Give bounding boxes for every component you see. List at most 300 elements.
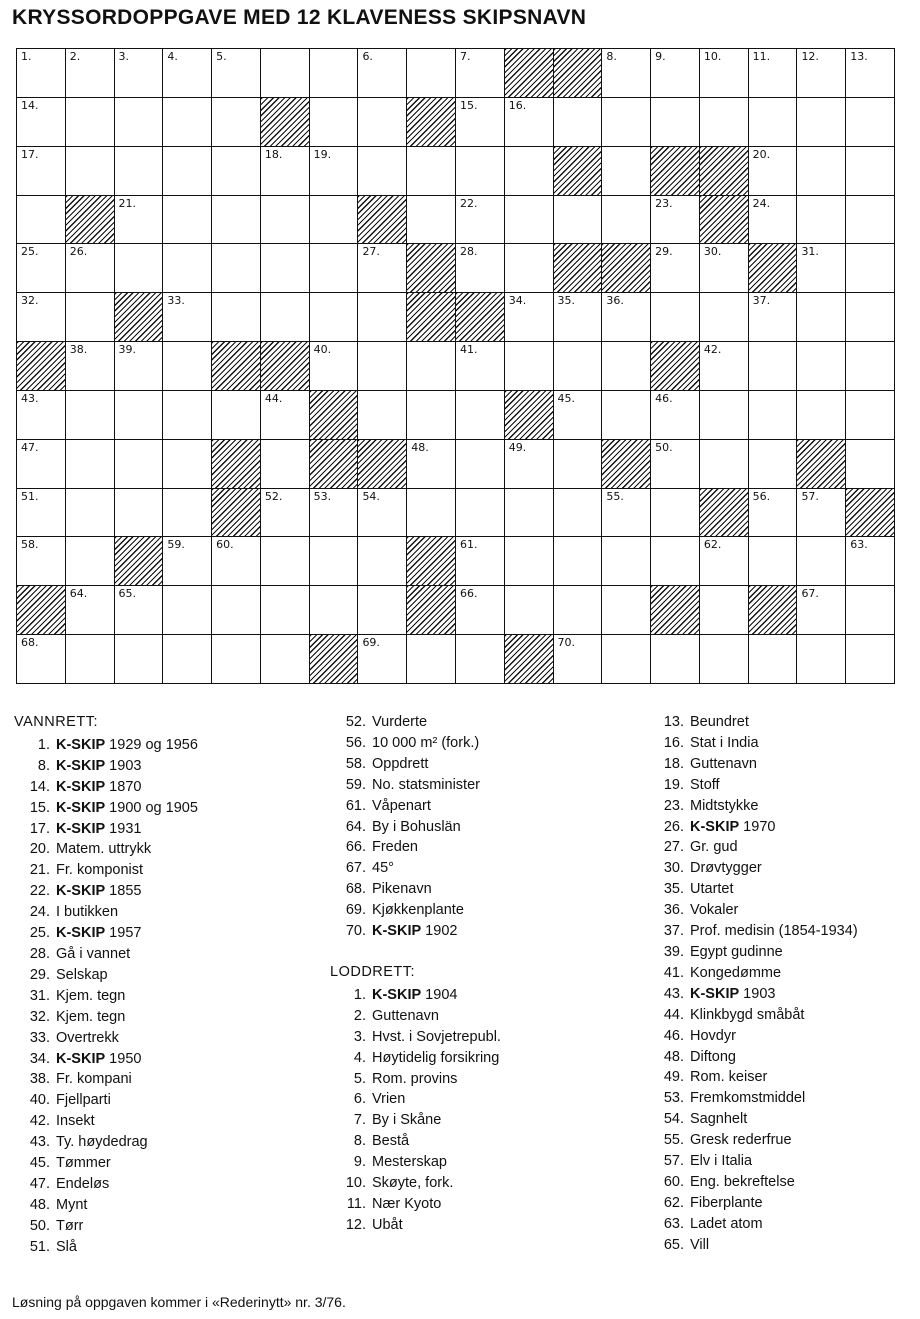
clue-text: Prof. medisin (1854-1934)	[690, 923, 858, 940]
clue-ship-tag: K-SKIP	[56, 1050, 106, 1067]
clue-text: Vokaler	[690, 902, 739, 919]
clue-number: 1.	[37, 736, 50, 753]
vannrett-heading: VANNRETT:	[14, 714, 98, 730]
grid-cell	[357, 48, 407, 98]
clue-ship-tag: K-SKIP	[56, 757, 106, 774]
clue-text: By i Bohuslän	[372, 818, 461, 835]
black-square	[748, 585, 798, 635]
cell-number: 60.	[216, 538, 234, 552]
clue	[330, 1152, 501, 1173]
clue-number: 49.	[663, 1069, 684, 1086]
clue-number: 7.	[353, 1112, 366, 1129]
grid-cell	[748, 97, 798, 147]
clue	[14, 881, 198, 902]
clue	[330, 1006, 501, 1027]
grid-cell	[796, 341, 846, 391]
grid-cell	[601, 97, 651, 147]
cell-number: 17.	[21, 147, 39, 161]
clue-text: Ty. høydedrag	[56, 1134, 148, 1151]
clue-ship-tag: K-SKIP	[56, 820, 106, 837]
clue	[14, 1237, 198, 1258]
clue	[648, 1193, 858, 1214]
grid-cell	[65, 341, 115, 391]
grid-cell	[650, 48, 700, 98]
cell-number: 35.	[557, 294, 576, 308]
clue	[648, 754, 858, 775]
clue-number: 54.	[663, 1111, 684, 1128]
grid-cell	[796, 292, 846, 342]
clue	[330, 712, 501, 733]
clue-text: Insekt	[56, 1113, 95, 1130]
grid-cell	[748, 195, 798, 245]
cell-number: 33.	[167, 294, 185, 308]
clue-number: 60.	[663, 1173, 684, 1190]
grid-cell	[504, 341, 554, 391]
cell-number: 50.	[655, 440, 673, 454]
grid-cell	[601, 390, 651, 440]
clue-number: 58.	[345, 755, 366, 772]
grid-cell	[601, 146, 651, 196]
clue-number: 48.	[29, 1196, 50, 1213]
clue-text: Rom. provins	[372, 1070, 458, 1087]
clue-text: Fjellparti	[56, 1092, 111, 1109]
clue-text: 10 000 m² (fork.)	[372, 734, 480, 751]
clue-number: 70.	[345, 923, 366, 940]
clue	[648, 1130, 858, 1151]
clue-ship-tag: K-SKIP	[372, 923, 422, 940]
clue-text: Hvst. i Sovjetrepubl.	[372, 1028, 501, 1045]
black-square	[699, 488, 749, 538]
clue-number: 2.	[353, 1007, 366, 1024]
black-square	[309, 439, 359, 489]
clue-number: 1.	[353, 986, 366, 1003]
grid-cell	[357, 585, 407, 635]
grid-cell	[699, 341, 749, 391]
clue-number: 46.	[663, 1027, 684, 1044]
black-square	[406, 97, 456, 147]
clue	[330, 1048, 501, 1069]
cell-number: 30.	[703, 245, 722, 259]
grid-cell	[406, 439, 456, 489]
grid-cell	[357, 634, 407, 684]
grid-cell	[16, 97, 66, 147]
cell-number: 10.	[703, 50, 722, 63]
cell-number: 66.	[460, 587, 478, 601]
grid-cell	[65, 439, 115, 489]
black-square	[845, 488, 895, 538]
grid-cell	[650, 536, 700, 586]
cell-number: 5.	[216, 50, 227, 63]
clue-text: Fiberplante	[690, 1194, 763, 1211]
clue-text: Fr. kompani	[56, 1071, 132, 1088]
clue-text: Ladet atom	[690, 1215, 763, 1232]
cell-number: 26.	[69, 245, 88, 259]
clue-number: 14.	[29, 778, 50, 795]
clue	[14, 839, 198, 860]
grid-cell	[504, 488, 554, 538]
grid-cell	[357, 146, 407, 196]
grid-cell	[357, 488, 407, 538]
clue-number: 11.	[346, 1195, 366, 1212]
clue-text: Elv i Italia	[690, 1153, 753, 1170]
black-square	[260, 97, 310, 147]
grid-cell	[553, 195, 603, 245]
grid-cell	[455, 243, 505, 293]
clue-ship-tag: K-SKIP	[56, 778, 106, 795]
clue-ship-tag: K-SKIP	[56, 799, 106, 816]
clue	[330, 1173, 501, 1194]
clue	[14, 777, 198, 798]
cell-number: 57.	[801, 489, 819, 503]
grid-cell	[114, 439, 164, 489]
grid-cell	[114, 585, 164, 635]
black-square	[211, 488, 261, 538]
black-square	[504, 390, 554, 440]
grid-cell	[260, 536, 310, 586]
grid-cell	[65, 48, 115, 98]
grid-cell	[455, 146, 505, 196]
clue-number: 8.	[37, 757, 50, 774]
grid-cell	[553, 390, 603, 440]
black-square	[455, 292, 505, 342]
grid-cell	[504, 97, 554, 147]
clue-number: 68.	[345, 881, 366, 898]
clue-ship-tag: K-SKIP	[56, 883, 106, 900]
clue-text: No. statsminister	[372, 776, 480, 793]
clue-text: Overtrekk	[56, 1029, 119, 1046]
cell-number: 46.	[655, 391, 673, 405]
clue-number: 47.	[29, 1175, 50, 1192]
clue-number: 26.	[663, 818, 684, 835]
grid-cell	[845, 292, 895, 342]
clue-ship-tag: K-SKIP	[690, 818, 740, 835]
clue-number: 37.	[663, 923, 684, 940]
grid-cell	[114, 488, 164, 538]
grid-cell	[65, 585, 115, 635]
clue-number: 16.	[663, 734, 684, 751]
grid-cell	[16, 195, 66, 245]
clue	[330, 754, 501, 775]
grid-cell	[650, 634, 700, 684]
clue-text: Klinkbygd småbåt	[690, 1006, 805, 1023]
cell-number: 68.	[21, 636, 39, 650]
grid-cell	[845, 48, 895, 98]
grid-cell	[845, 195, 895, 245]
grid-cell	[309, 292, 359, 342]
grid-cell	[260, 585, 310, 635]
grid-cell	[796, 488, 846, 538]
clue	[14, 1132, 198, 1153]
clue-ship-tag: K-SKIP	[690, 985, 740, 1002]
clue	[14, 1174, 198, 1195]
crossword-grid	[16, 48, 894, 683]
black-square	[796, 439, 846, 489]
clue-text: Fremkomstmiddel	[690, 1090, 806, 1107]
cell-number: 18.	[264, 147, 283, 161]
grid-cell	[114, 243, 164, 293]
clue	[648, 712, 858, 733]
clue-text: Beundret	[690, 714, 749, 730]
clue	[648, 984, 858, 1005]
grid-cell	[162, 585, 212, 635]
grid-cell	[357, 243, 407, 293]
clue-number: 51.	[29, 1238, 50, 1255]
clue-number: 18.	[663, 755, 684, 772]
cell-number: 38.	[69, 343, 88, 357]
clue	[14, 1049, 198, 1070]
clue	[14, 1069, 198, 1090]
cell-number: 24.	[752, 196, 771, 210]
grid-cell	[601, 634, 651, 684]
vannrett-list	[14, 735, 198, 1258]
grid-cell	[699, 634, 749, 684]
cell-number: 7.	[460, 50, 471, 63]
clue	[330, 985, 501, 1006]
grid-cell	[796, 243, 846, 293]
grid-cell	[845, 439, 895, 489]
clue-text: Freden	[372, 839, 418, 856]
clue-number: 44.	[663, 1006, 684, 1023]
clue	[14, 965, 198, 986]
cell-number: 59.	[167, 538, 185, 552]
clue-number: 10.	[345, 1175, 366, 1192]
clue-text: Midtstykke	[690, 797, 759, 814]
cell-number: 70.	[557, 636, 576, 650]
grid-cell	[211, 195, 261, 245]
grid-cell	[845, 243, 895, 293]
grid-cell	[114, 195, 164, 245]
grid-cell	[748, 146, 798, 196]
cell-number: 64.	[69, 587, 88, 601]
black-square	[553, 48, 603, 98]
grid-cell	[309, 585, 359, 635]
cell-number: 29.	[655, 245, 673, 259]
grid-cell	[699, 97, 749, 147]
grid-cell	[16, 536, 66, 586]
black-square	[650, 341, 700, 391]
grid-cell	[309, 97, 359, 147]
grid-cell	[796, 390, 846, 440]
cell-number: 2.	[69, 50, 81, 63]
cell-number: 61.	[460, 538, 478, 552]
grid-cell	[601, 195, 651, 245]
cell-number: 48.	[411, 440, 429, 454]
cell-number: 21.	[118, 196, 137, 210]
grid-cell	[260, 195, 310, 245]
grid-cell	[650, 292, 700, 342]
black-square	[699, 146, 749, 196]
clue-number: 59.	[345, 776, 366, 793]
clue-text: Guttenavn	[372, 1007, 439, 1024]
grid-cell	[162, 292, 212, 342]
clue	[648, 942, 858, 963]
black-square	[553, 146, 603, 196]
clue-text: 1957	[105, 925, 142, 942]
clue-text: I butikken	[56, 904, 119, 921]
clue	[14, 902, 198, 923]
grid-cell	[211, 585, 261, 635]
cell-number: 49.	[508, 440, 527, 454]
clue	[648, 1005, 858, 1026]
grid-cell	[845, 390, 895, 440]
clue	[648, 1088, 858, 1109]
cell-number: 6.	[362, 50, 373, 63]
clue-text: 1970	[739, 818, 776, 835]
clue	[14, 923, 198, 944]
clue-text: Mynt	[56, 1196, 88, 1213]
clue	[14, 944, 198, 965]
clue-text: Kjøkkenplante	[372, 902, 464, 919]
clue-number: 43.	[663, 985, 684, 1002]
clue	[14, 819, 198, 840]
clue-text: Egypt gudinne	[690, 943, 783, 960]
grid-cell	[162, 439, 212, 489]
cell-number: 65.	[118, 587, 137, 601]
grid-cell	[211, 243, 261, 293]
grid-cell	[650, 195, 700, 245]
grid-cell	[845, 634, 895, 684]
clue-text: Gresk rederfrue	[690, 1132, 792, 1149]
grid-cell	[796, 48, 846, 98]
clue-number: 5.	[353, 1070, 366, 1087]
grid-cell	[455, 488, 505, 538]
clue	[330, 1110, 501, 1131]
cell-number: 51.	[21, 489, 39, 503]
clue-number: 45.	[29, 1155, 50, 1172]
clue	[648, 1047, 858, 1068]
clue-number: 13.	[663, 714, 684, 730]
cell-number: 25.	[21, 245, 39, 259]
cell-number: 42.	[703, 343, 722, 357]
clue-text: Stoff	[690, 776, 720, 793]
grid-cell	[504, 292, 554, 342]
clue-number: 27.	[663, 839, 684, 856]
cell-number: 15.	[460, 98, 478, 112]
grid-cell	[748, 341, 798, 391]
clue-number: 31.	[29, 987, 50, 1004]
black-square	[260, 341, 310, 391]
black-square	[650, 146, 700, 196]
clue-text: Utartet	[690, 881, 734, 898]
grid-cell	[260, 48, 310, 98]
black-square	[211, 341, 261, 391]
grid-cell	[260, 634, 310, 684]
clue-number: 56.	[345, 734, 366, 751]
clue-number: 36.	[663, 902, 684, 919]
clue	[14, 986, 198, 1007]
grid-cell	[748, 48, 798, 98]
clue	[648, 1214, 858, 1235]
grid-cell	[309, 195, 359, 245]
clue-text: Gå i vannet	[56, 945, 131, 962]
grid-cell	[455, 439, 505, 489]
clue-number: 25.	[29, 925, 50, 942]
clue-text: Bestå	[372, 1133, 410, 1150]
clue-ship-tag: K-SKIP	[56, 736, 106, 753]
clue-text: Kjem. tegn	[56, 1008, 126, 1025]
cell-number: 14.	[21, 98, 39, 112]
clue-text: Guttenavn	[690, 755, 757, 772]
clue	[14, 756, 198, 777]
cell-number: 37.	[752, 294, 771, 308]
grid-cell	[504, 146, 554, 196]
clue-number: 9.	[353, 1154, 366, 1171]
cell-number: 12.	[801, 50, 819, 63]
grid-cell	[455, 634, 505, 684]
clue-number: 50.	[29, 1217, 50, 1234]
clue	[330, 1069, 501, 1090]
clue	[648, 963, 858, 984]
grid-cell	[162, 634, 212, 684]
clue-text: 1870	[105, 778, 142, 795]
grid-cell	[504, 243, 554, 293]
cell-number: 28.	[460, 245, 478, 259]
black-square	[309, 634, 359, 684]
grid-cell	[455, 390, 505, 440]
clue	[648, 1235, 858, 1256]
clue	[648, 1109, 858, 1130]
clue	[14, 1195, 198, 1216]
grid-cell	[162, 341, 212, 391]
cell-number: 39.	[118, 343, 137, 357]
grid-cell	[699, 48, 749, 98]
grid-cell	[796, 97, 846, 147]
clue-text: 1900 og 1905	[105, 799, 198, 816]
grid-cell	[114, 634, 164, 684]
clue-text: Skøyte, fork.	[372, 1175, 454, 1192]
clue-text: 1903	[105, 757, 142, 774]
grid-cell	[406, 634, 456, 684]
clue-number: 55.	[663, 1132, 684, 1149]
grid-cell	[796, 195, 846, 245]
grid-cell	[845, 341, 895, 391]
cell-number: 62.	[703, 538, 722, 552]
clue-number: 61.	[345, 797, 366, 814]
clue-text: Våpenart	[372, 797, 431, 814]
clue-number: 64.	[345, 818, 366, 835]
grid-cell	[406, 146, 456, 196]
grid-cell	[309, 146, 359, 196]
grid-cell	[748, 536, 798, 586]
cell-number: 4.	[167, 50, 178, 63]
clue	[330, 1194, 501, 1215]
clue	[330, 817, 501, 838]
grid-cell	[504, 439, 554, 489]
clue	[330, 1131, 501, 1152]
grid-cell	[309, 536, 359, 586]
grid-cell	[601, 292, 651, 342]
black-square	[650, 585, 700, 635]
clue	[648, 796, 858, 817]
clue-text: Slå	[56, 1238, 77, 1255]
grid-cell	[455, 585, 505, 635]
clue	[648, 837, 858, 858]
clue-text: Ubåt	[372, 1216, 403, 1233]
grid-cell	[553, 536, 603, 586]
clue-number: 48.	[663, 1048, 684, 1065]
grid-cell	[16, 390, 66, 440]
cell-number: 36.	[606, 294, 624, 308]
clue-text: 1929 og 1956	[105, 736, 198, 753]
clue-text: Selskap	[56, 966, 108, 983]
grid-cell	[114, 48, 164, 98]
clue	[648, 733, 858, 754]
clue-number: 28.	[29, 945, 50, 962]
clue-text: Drøvtygger	[690, 860, 762, 877]
clue	[648, 1151, 858, 1172]
grid-cell	[309, 48, 359, 98]
clue-text: Gr. gud	[690, 839, 738, 856]
